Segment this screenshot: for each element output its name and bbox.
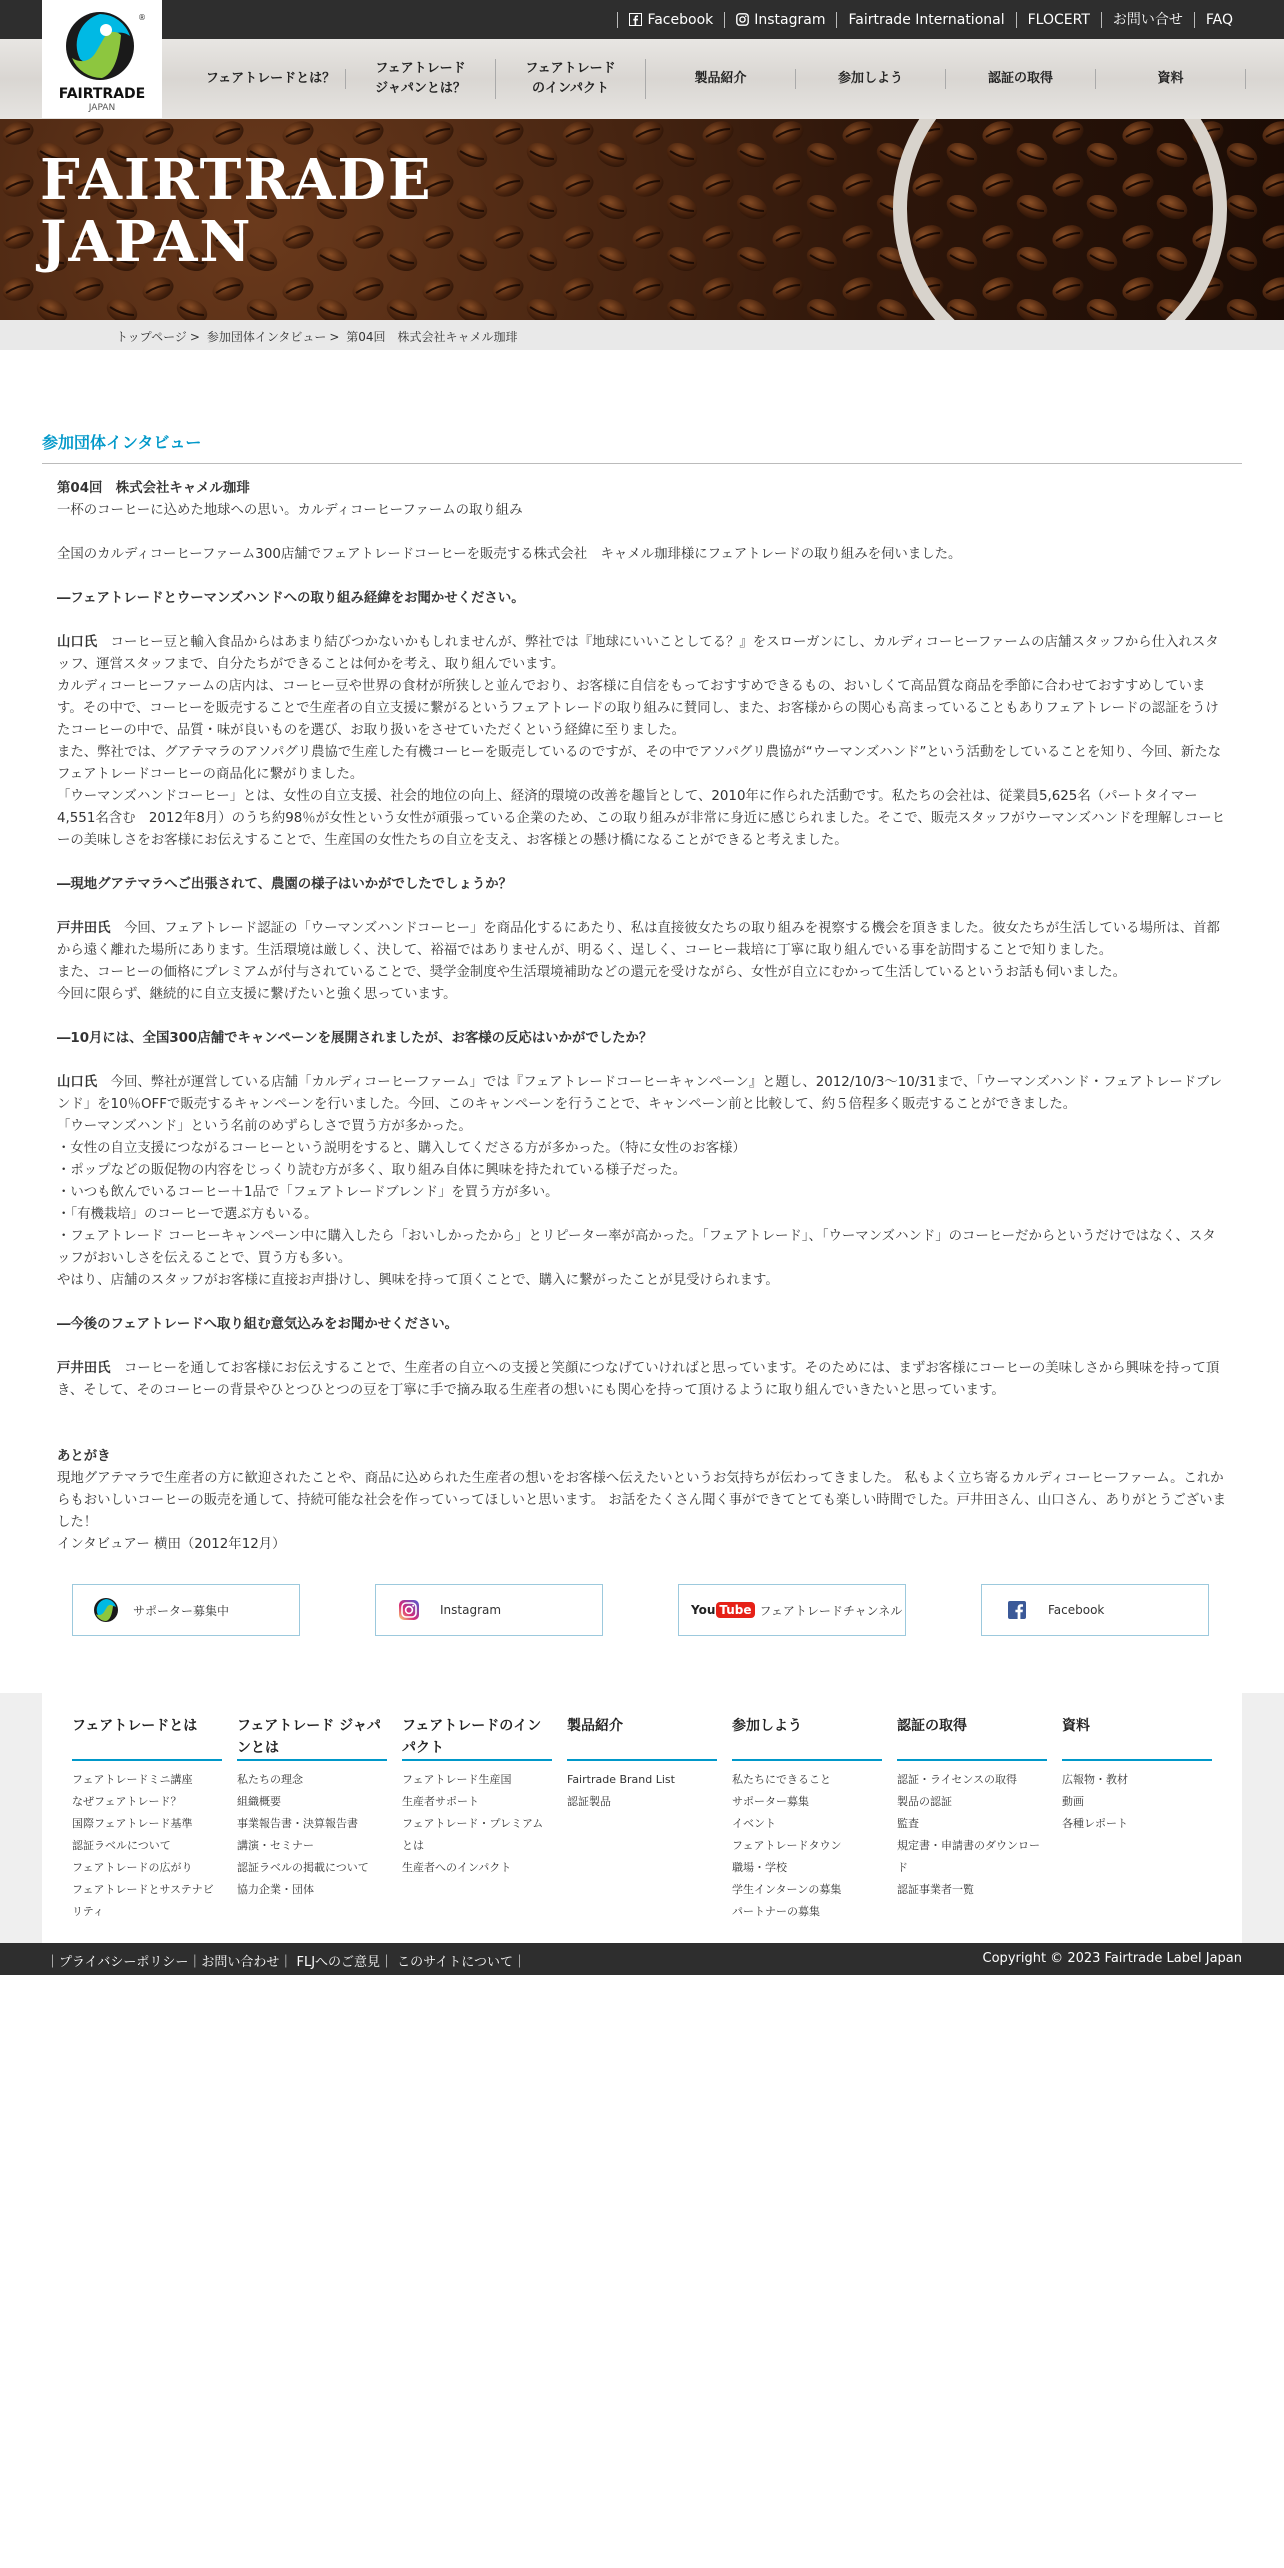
footer-link[interactable]: 国際フェアトレード基準	[72, 1817, 193, 1830]
footer-col-fairtrade-japan	[237, 1715, 387, 1901]
youtube-icon	[691, 1602, 755, 1618]
speaker-name: 戸井田氏	[57, 921, 111, 936]
answer-2	[57, 918, 1227, 962]
footer-link[interactable]: 組織概要	[237, 1795, 281, 1808]
instagram-icon	[736, 13, 749, 26]
answer-text: コーヒー豆と輸入食品からはあまり結びつかないかもしれませんが、弊社では『地球にいいことしてる？』をスローガンにし、カルディコーヒーファームの店舗スタッフから仕入れスタッフ、運営スタッフまで、自分たちができることは何かを考え、取り組んでいます。	[57, 635, 1219, 672]
footer-link[interactable]: 規定書・申請書のダウンロード	[897, 1839, 1040, 1874]
nav-label: フェアトレード	[375, 61, 466, 76]
youtube-channel-button[interactable]	[678, 1584, 906, 1636]
instagram-icon	[398, 1599, 420, 1621]
answer-text: また、コーヒーの価格にプレミアムが付与されていることで、奨学金制度や生活環境補助などの還元を受けながら、女性が自立にむかって生活しているというお話も伺いました。	[57, 965, 1126, 980]
answer-text: ・いつも飲んでいるコーヒー＋1品で「フェアトレードブレンド」を買う方が多い。	[57, 1185, 559, 1200]
footer-link[interactable]: 広報物・教材	[1062, 1773, 1128, 1786]
footer-link[interactable]: 製品の認証	[897, 1795, 952, 1808]
breadcrumb-interviews[interactable]: 参加団体インタビュー	[206, 330, 327, 344]
nav-label: ジャパンとは？	[375, 81, 466, 96]
main-nav	[196, 39, 1246, 119]
footer-link[interactable]: 認証事業者一覧	[897, 1883, 974, 1896]
footer-link[interactable]: 事業報告書・決算報告書	[237, 1817, 358, 1830]
breadcrumb-separator: >	[189, 330, 200, 344]
fairtrade-mark-icon	[93, 1597, 119, 1623]
answer-text: 「ウーマンズハンドコーヒー」とは、女性の自立支援、社会的地位の向上、経済的環境の改善を趣旨として、2010年に作られた活動です。私たちの会社は、従業員5,625名（パートタイマー4,551名含む 2012年8月）のうち約98％が女性という女性が頑張っている企業のため、この取り組みが非常に身近に感じられました。そこで、販売スタッフがウーマンズハンドを理解しコーヒーの美味しさをお客様にお伝えすることで、生産国の女性たちの自立を支え、お客様との懸け橋になることができると考えました。	[57, 789, 1226, 848]
footer-col-impact	[402, 1715, 552, 1879]
footer-link[interactable]: 学生インターンの募集	[732, 1883, 842, 1896]
section-title: 参加団体インタビュー	[42, 430, 1242, 464]
nav-label: のインパクト	[531, 81, 610, 96]
article-subheading: 一杯のコーヒーに込めた地球への思い。カルディコーヒーファームの取り組み	[57, 503, 523, 518]
footer-col-about	[72, 1715, 222, 1923]
copyright: Copyright © 2023 Fairtrade Label Japan	[982, 1951, 1242, 1966]
footer-panel	[42, 1693, 1242, 1943]
footer-link[interactable]: イベント	[732, 1817, 776, 1830]
nav-label: フェアトレードとは？	[205, 71, 336, 86]
hero-title	[40, 149, 433, 273]
footer-link[interactable]: 認証ラベルの掲載について	[237, 1861, 369, 1874]
nav-label: フェアトレード	[525, 61, 616, 76]
answer-text: 今回、フェアトレード認証の「ウーマンズハンドコーヒー」を商品化するにあたり、私は直接彼女たちの取り組みを視察する機会を頂きました。彼女たちが生活している場所は、首都から遠く離れた場所にあります。生活環境は厳しく、決して、裕福ではありませんが、明るく、逞しく、コーヒー栽培に丁寧に取り組んでいる事を訪問することで知りました。	[57, 921, 1220, 958]
nav-item-certification[interactable]	[946, 69, 1096, 89]
facebook-button-label: Facebook	[1048, 1603, 1105, 1617]
hero-title-line1: FAIRTRADE	[40, 147, 433, 213]
footer-link[interactable]: フェアトレードミニ講座	[72, 1773, 193, 1786]
interviewer-credit: インタビュアー 横田（2012年12月）	[57, 1537, 286, 1552]
fairtrade-mark-icon	[42, 0, 162, 118]
footer-col-title[interactable]: 認証の取得	[897, 1715, 1047, 1761]
instagram-button-label: Instagram	[440, 1603, 502, 1617]
youtube-brand-tube: Tube	[716, 1602, 754, 1618]
top-links	[617, 0, 1244, 39]
question-1: ―フェアトレードとウーマンズハンドへの取り組み経緯をお聞かせください。	[57, 591, 525, 606]
afterword-text: 現地グアテマラで生産者の方に歓迎されたことや、商品に込められた生産者の想いをお客様へ伝えたいというお気持ちが伝わってきました。 私もよく立ち寄るカルディコーヒーファーム。これからもおいしいコーヒーの販売を通して、持続可能な社会を作っていってほしいと思います。 お話をたくさん聞く事ができてとても楽しい時間でした。戸井田さん、山口さん、ありがとうございました！	[57, 1471, 1226, 1530]
top-link-facebook[interactable]	[617, 12, 724, 28]
footer-link[interactable]: なぜフェアトレード？	[72, 1795, 182, 1808]
hero-title-line2: JAPAN	[40, 209, 253, 275]
answer-text: コーヒーを通してお客様にお伝えすることで、生産者の自立への支援と笑顔につなげていければと思っています。そのためには、まずお客様にコーヒーの美味しさから興味を持って頂き、そして、そのコーヒーの背景やひとつひとつの豆を丁寧に手で摘み取る生産者の想いにも関心を持って頂けるように取り組んでいきたいと思っています。	[57, 1361, 1220, 1398]
breadcrumb-current: 第04回 株式会社キャメル珈琲	[346, 330, 518, 344]
facebook-icon	[629, 13, 642, 26]
answer-4	[57, 1358, 1227, 1402]
footer-link[interactable]: 私たちにできること	[732, 1773, 831, 1786]
top-link-facebook-label: Facebook	[647, 11, 714, 28]
footer-link[interactable]: Fairtrade Brand List	[567, 1773, 675, 1786]
nav-label: 製品紹介	[694, 71, 747, 86]
logo-wordmark: FAIRTRADE	[58, 86, 146, 102]
nav-item-about-fairtrade[interactable]	[196, 69, 346, 89]
footer-link[interactable]: 私たちの理念	[237, 1773, 303, 1786]
footer-link[interactable]: フェアトレードとサステナビリティ	[72, 1883, 214, 1918]
footer-col-title[interactable]: フェアトレードのインパクト	[402, 1715, 552, 1761]
nav-item-about-fairtrade-japan[interactable]	[346, 59, 496, 99]
nav-item-participate[interactable]	[796, 69, 946, 89]
top-link-instagram-label: Instagram	[754, 11, 826, 28]
question-3: ―10月には、全国300店舗でキャンペーンを展開されましたが、お客様の反応はいかがでしたか？	[57, 1031, 653, 1046]
footer-col-title[interactable]: フェアトレード ジャパンとは	[237, 1715, 387, 1761]
breadcrumb	[116, 328, 521, 345]
footer-link[interactable]: 講演・セミナー	[237, 1839, 314, 1852]
answer-3	[57, 1072, 1227, 1116]
bottom-links[interactable]: ｜プライバシーポリシー｜お問い合わせ｜ FLJへのご意見｜ このサイトについて｜	[46, 1955, 526, 1970]
interview-article	[57, 478, 1227, 1556]
footer-col-title[interactable]: 製品紹介	[567, 1715, 717, 1761]
nav-label: 認証の取得	[987, 71, 1053, 86]
footer-link[interactable]: フェアトレードタウン	[732, 1839, 842, 1852]
footer-col-certification	[897, 1715, 1047, 1901]
footer-col-products	[567, 1715, 717, 1813]
top-link-contact[interactable]: お問い合せ	[1101, 12, 1194, 28]
answer-text: 今回、弊社が運営している店舗「カルディコーヒーファーム」では『フェアトレードコーヒーキャンペーン』と題し、2012/10/3～10/31まで、「ウーマンズハンド・フェアトレードブレンド」を10％OFFで販売するキャンペーンを行いました。今回、このキャンペーンを行うことで、キャンペーン前と比較して、約５倍程多く販売することができました。	[57, 1075, 1222, 1112]
footer-link[interactable]: 監査	[897, 1817, 919, 1830]
bottom-bar	[0, 1943, 1284, 1975]
facebook-icon	[1008, 1601, 1026, 1619]
footer-link[interactable]: 認証製品	[567, 1795, 611, 1808]
footer-link[interactable]: フェアトレード生産国	[402, 1773, 512, 1786]
footer-link[interactable]: フェアトレード・プレミアムとは	[402, 1817, 544, 1852]
nav-item-resources[interactable]	[1096, 69, 1246, 89]
top-link-faq[interactable]: FAQ	[1194, 12, 1244, 28]
footer-link[interactable]: フェアトレードの広がり	[72, 1861, 193, 1874]
facebook-button[interactable]	[981, 1584, 1209, 1636]
footer-link[interactable]: 認証・ライセンスの取得	[897, 1773, 1018, 1786]
footer-col-title[interactable]: 資料	[1062, 1715, 1212, 1761]
hero-banner	[0, 119, 1284, 320]
answer-text: ・フェアトレード コーヒーキャンペーン中に購入したら「おいしかったから」とリピーター率が高かった。「フェアトレード」、「ウーマンズハンド」のコーヒーだからというだけではなく、スタッフがおいしさを伝えることで、買う方も多い。	[57, 1229, 1216, 1266]
nav-label: 参加しよう	[837, 71, 903, 86]
fairtrade-japan-logo[interactable]	[42, 0, 162, 118]
answer-text: 今回に限らず、継続的に自立支援に繋げたいと強く思っています。	[57, 987, 457, 1002]
footer-col-resources	[1062, 1715, 1212, 1835]
instagram-button[interactable]	[375, 1584, 603, 1636]
logo-sub: JAPAN	[88, 103, 116, 113]
answer-text: 「ウーマンズハンド」という名前のめずらしさで買う方が多かった。	[57, 1119, 472, 1134]
footer-link[interactable]: 生産者サポート	[402, 1795, 479, 1808]
top-link-fairtrade-international[interactable]: Fairtrade International	[836, 12, 1015, 28]
speaker-name: 山口氏	[57, 1075, 98, 1090]
nav-label: 資料	[1157, 71, 1184, 86]
youtube-channel-button-label: フェアトレードチャンネル	[759, 1603, 903, 1618]
footer-link[interactable]: パートナーの募集	[732, 1905, 820, 1918]
answer-text: カルディコーヒーファームの店内は、コーヒー豆や世界の食材が所狭しと並んでおり、お客様に自信をもっておすすめできるもの、おいしくて高品質な商品を季節に合わせておすすめしています。その中で、コーヒーを販売することで生産者の自立支援に繋がるというフェアトレードの取り組みに賛同し、また、お客様からの関心も高まっていることもありフェアトレードの認証をうけたコーヒーの中で、品質・味が良いものを選び、お取り扱いをさせていただくという経緯に至りました。	[57, 679, 1219, 738]
footer-link[interactable]: 各種レポート	[1062, 1817, 1128, 1830]
youtube-brand-you: You	[691, 1603, 716, 1617]
article-intro: 全国のカルディコーヒーファーム300店舗でフェアトレードコーヒーを販売する株式会社 キャメル珈琲様にフェアトレードの取り組みを伺いました。	[57, 547, 962, 562]
nav-item-products[interactable]	[646, 69, 796, 89]
top-link-instagram[interactable]	[724, 12, 836, 28]
speaker-name: 山口氏	[57, 635, 98, 650]
footer-link[interactable]: 生産者へのインパクト	[402, 1861, 512, 1874]
footer-link[interactable]: 認証ラベルについて	[72, 1839, 171, 1852]
registered-mark: ®	[138, 13, 146, 22]
footer-link[interactable]: サポーター募集	[732, 1795, 809, 1808]
nav-item-impact[interactable]	[496, 59, 646, 99]
answer-text: やはり、店舗のスタッフがお客様に直接お声掛けし、興味を持って頂くことで、購入に繋がったことが見受けられます。	[57, 1273, 779, 1288]
question-2: ―現地グアテマラへご出張されて、農園の様子はいかがでしたでしょうか？	[57, 877, 513, 892]
footer-col-title[interactable]: 参加しよう	[732, 1715, 882, 1761]
top-link-flocert[interactable]: FLOCERT	[1016, 12, 1101, 28]
footer-col-participate	[732, 1715, 882, 1923]
answer-text: ・ポップなどの販促物の内容をじっくり読む方が多く、取り組み自体に興味を持たれている様子だった。	[57, 1163, 687, 1178]
breadcrumb-home[interactable]: トップページ	[116, 330, 187, 344]
breadcrumb-separator: >	[329, 330, 340, 344]
footer-col-title[interactable]: フェアトレードとは	[72, 1715, 222, 1761]
answer-text: ・「有機栽培」のコーヒーで選ぶ方もいる。	[57, 1207, 318, 1222]
footer-link[interactable]: 協力企業・団体	[237, 1883, 314, 1896]
afterword-title: あとがき	[57, 1449, 111, 1464]
speaker-name: 戸井田氏	[57, 1361, 111, 1376]
answer-text: また、弊社では、グアテマラのアソパグリ農協で生産した有機コーヒーを販売しているのですが、その中でアソパグリ農協が“ウーマンズハンド”という活動をしていることを知り、今回、新たなフェアトレードコーヒーの商品化に繋がりました。	[57, 745, 1221, 782]
question-4: ―今後のフェアトレードへ取り組む意気込みをお聞かせください。	[57, 1317, 459, 1332]
article-heading: 第04回 株式会社キャメル珈琲	[57, 481, 250, 496]
supporter-button-label: サポーター募集中	[133, 1603, 230, 1618]
footer	[0, 1693, 1284, 1943]
supporter-button[interactable]	[72, 1584, 300, 1636]
footer-link[interactable]: 動画	[1062, 1795, 1084, 1808]
answer-1	[57, 632, 1227, 676]
answer-text: ・女性の自立支援につながるコーヒーという説明をすると、購入してくださる方が多かった。（特に女性のお客様）	[57, 1141, 746, 1156]
footer-link[interactable]: 職場・学校	[732, 1861, 787, 1874]
